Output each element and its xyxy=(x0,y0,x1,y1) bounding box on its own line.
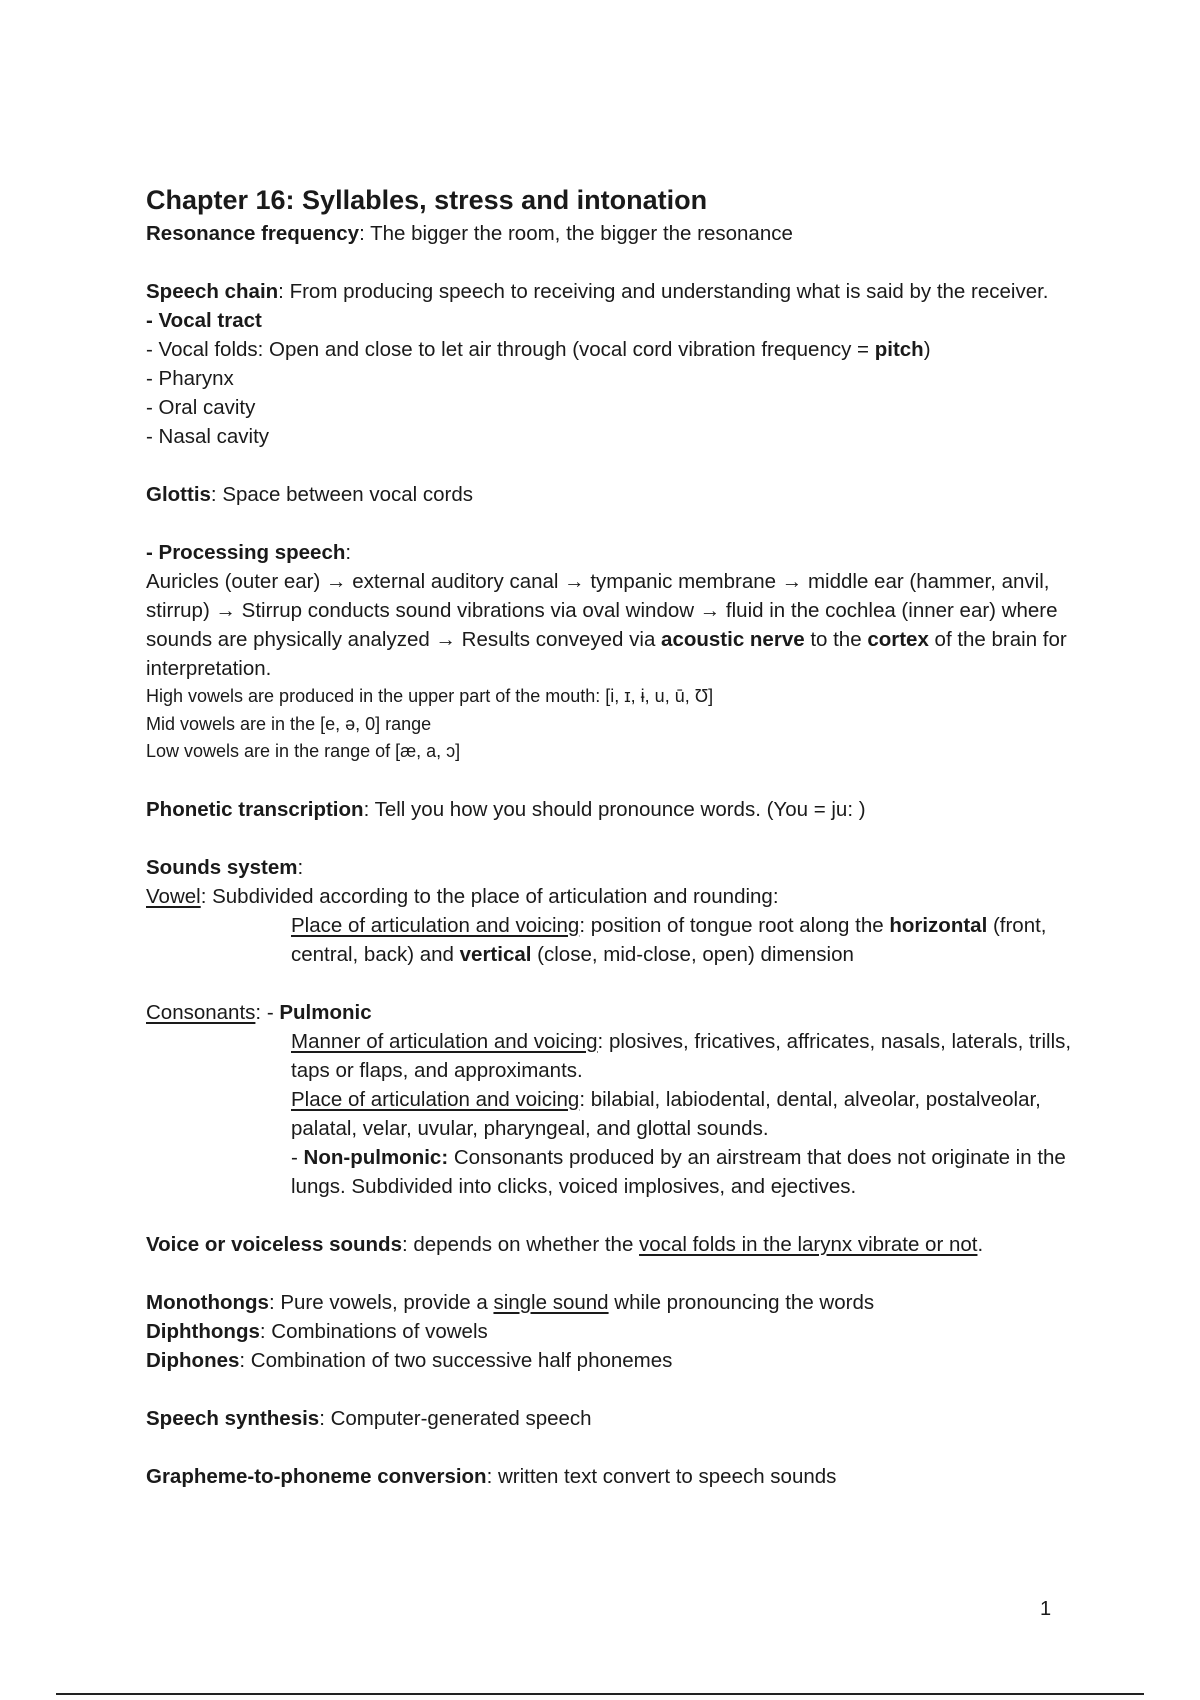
speech-synthesis-paragraph: Speech synthesis: Computer-generated speech xyxy=(146,1406,592,1430)
glottis-paragraph: Glottis: Space between vocal cords xyxy=(146,483,474,506)
speech-chain-term: Speech chain xyxy=(146,280,279,303)
phonetic-term: Phonetic transcription xyxy=(146,797,364,821)
processing-heading: - Processing speech: xyxy=(146,541,352,564)
speech-chain-paragraph xyxy=(146,277,1076,306)
vocal-tract-item: - Vocal tract xyxy=(146,309,262,332)
g2p-paragraph: Grapheme-to-phoneme conversion: written text convert to speech sounds xyxy=(146,1464,837,1488)
sounds-heading: Sounds system: xyxy=(146,855,304,879)
mid-vowels-line: Mid vowels are in the [e, ə, 0] range xyxy=(146,713,432,734)
processing-paragraph: Auricles (outer ear) → external auditory canal → tympanic membrane → middle ear (hammer, anvil, stirrup) → Stirrup conducts sound vibrations via oval window → fluid in the cochlea (inner ear) where sounds are physically analyzed → Results conveyed via acoustic nerve to the cortex of the brain for interpretation. xyxy=(146,570,1067,680)
voice-paragraph: Voice or voiceless sounds: depends on whether the vocal folds in the larynx vibrate or not. xyxy=(146,1232,984,1256)
speech-chain-text: : From producing speech to receiving and understanding what is said by the receiver. xyxy=(278,280,1049,303)
diphones-paragraph: Diphones: Combination of two successive half phonemes xyxy=(146,1348,673,1372)
diphthongs-paragraph: Diphthongs: Combinations of vowels xyxy=(146,1319,488,1343)
footer-divider xyxy=(56,1693,1144,1695)
document-page xyxy=(146,182,1076,1491)
manner-paragraph: Manner of articulation and voicing: plosives, fricatives, affricates, nasals, laterals, trills, taps or flaps, and approximants. xyxy=(291,1029,1072,1082)
consonant-place-paragraph: Place of articulation and voicing: bilabial, labiodental, dental, alveolar, postalveolar, palatal, velar, uvular, pharyngeal, and glottal sounds. xyxy=(291,1087,1041,1140)
page-number: 1 xyxy=(1040,1598,1052,1620)
resonance-term: Resonance frequency xyxy=(146,222,360,245)
resonance-text: : The bigger the room, the bigger the resonance xyxy=(359,222,793,245)
glottis-term: Glottis xyxy=(146,483,211,506)
page-title: Chapter 16: Syllables, stress and intonation xyxy=(146,185,708,215)
non-pulmonic-paragraph: - Non-pulmonic: Consonants produced by an airstream that does not originate in the lungs. Subdivided into clicks, voiced implosives, and ejectives. xyxy=(291,1145,1066,1198)
resonance-paragraph xyxy=(146,219,1076,248)
low-vowels-line: Low vowels are in the range of [æ, a, ɔ] xyxy=(146,741,461,761)
vowel-place-paragraph: Place of articulation and voicing: position of tongue root along the horizontal (front, central, back) and vertical (close, mid-close, open) dimension xyxy=(291,913,1047,966)
pharynx-item: - Pharynx xyxy=(146,367,234,390)
high-vowels-line: High vowels are produced in the upper part of the mouth: [i, ɪ, ɨ, u, ū, Ʊ] xyxy=(146,686,714,706)
vocal-folds-item: - Vocal folds: Open and close to let air through (vocal cord vibration frequency = pitch) xyxy=(146,338,931,361)
phonetic-paragraph: Phonetic transcription: Tell you how you should pronounce words. (You = ju: ) xyxy=(146,797,866,821)
oral-cavity-item: - Oral cavity xyxy=(146,396,256,419)
monophthongs-paragraph: Monothongs: Pure vowels, provide a single sound while pronouncing the words xyxy=(146,1290,875,1314)
consonants-heading: Consonants: - Pulmonic xyxy=(146,1000,372,1024)
nasal-cavity-item: - Nasal cavity xyxy=(146,425,270,448)
vowel-paragraph: Vowel: Subdivided according to the place of articulation and rounding: xyxy=(146,884,779,908)
